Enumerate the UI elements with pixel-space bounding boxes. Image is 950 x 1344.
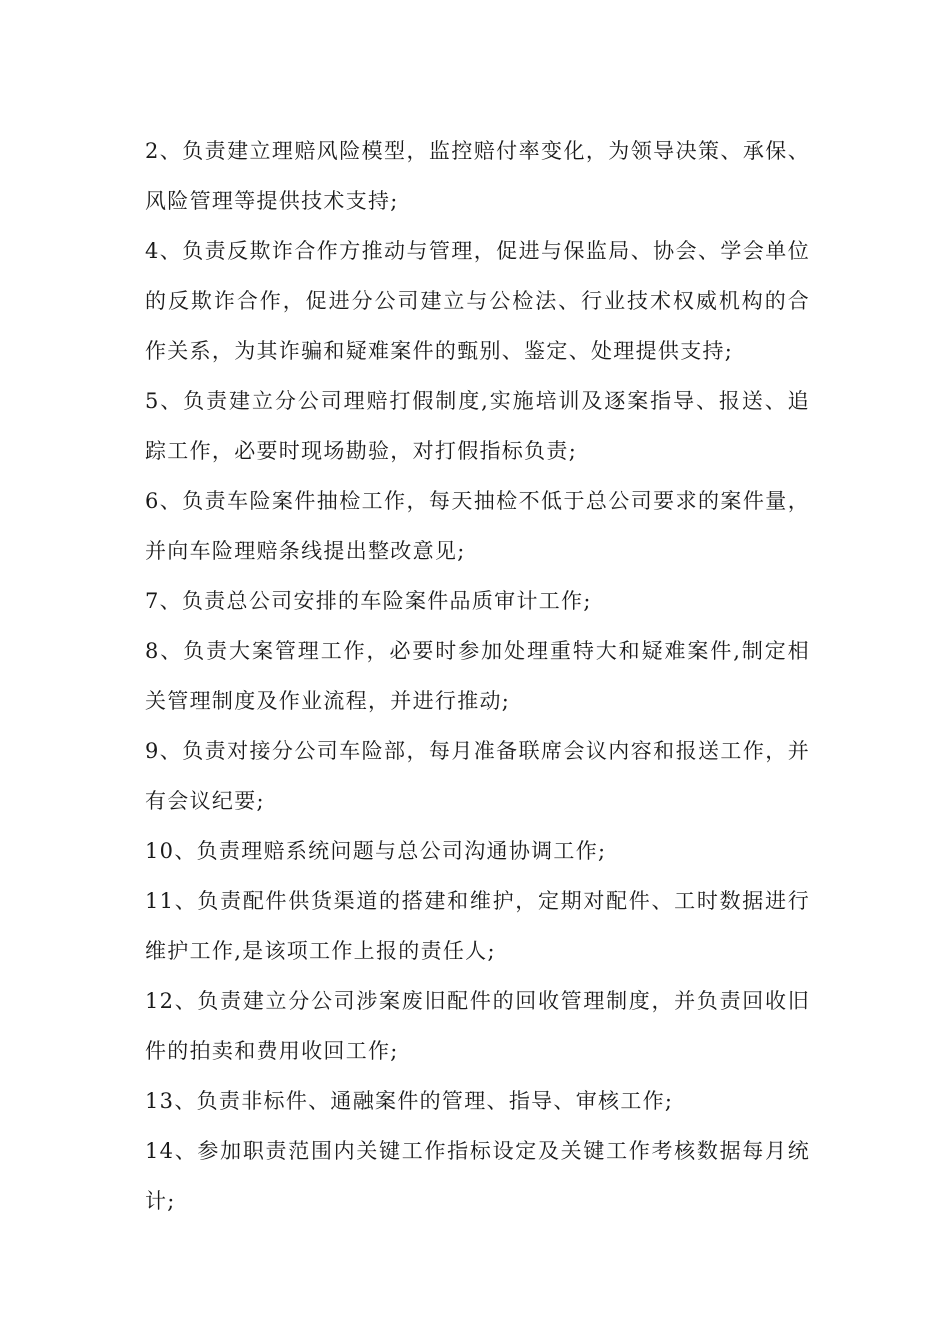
paragraph-item-10: 10、负责理赔系统问题与总公司沟通协调工作; [145, 839, 607, 863]
paragraph-item-5: 5、负责建立分公司理赔打假制度,实施培训及逐案指导、报送、追踪工作，必要时现场勘验，对打假指标负责; [145, 389, 810, 463]
paragraph-item-7: 7、负责总公司安排的车险案件品质审计工作; [145, 589, 592, 613]
document-body [145, 126, 810, 1226]
paragraph-item-14: 14、参加职责范围内关键工作指标设定及关键工作考核数据每月统计; [145, 1139, 810, 1213]
paragraph-item-4: 4、负责反欺诈合作方推动与管理，促进与保监局、协会、学会单位的反欺诈合作，促进分公司建立与公检法、行业技术权威机构的合作关系，为其诈骗和疑难案件的甄别、鉴定、处理提供支持; [145, 239, 810, 363]
paragraph-item-2: 2、负责建立理赔风险模型，监控赔付率变化，为领导决策、承保、风险管理等提供技术支持; [145, 139, 810, 213]
paragraph-item-11: 11、负责配件供货渠道的搭建和维护，定期对配件、工时数据进行维护工作,是该项工作上报的责任人; [145, 889, 810, 963]
paragraph-item-13: 13、负责非标件、通融案件的管理、指导、审核工作; [145, 1089, 674, 1113]
paragraph-item-8: 8、负责大案管理工作，必要时参加处理重特大和疑难案件,制定相关管理制度及作业流程，并进行推动; [145, 639, 810, 713]
paragraph-item-12: 12、负责建立分公司涉案废旧配件的回收管理制度，并负责回收旧件的拍卖和费用收回工作; [145, 989, 810, 1063]
paragraph-item-6: 6、负责车险案件抽检工作，每天抽检不低于总公司要求的案件量，并向车险理赔条线提出整改意见; [145, 489, 810, 563]
paragraph-item-9: 9、负责对接分公司车险部，每月准备联席会议内容和报送工作，并有会议纪要; [145, 739, 810, 813]
